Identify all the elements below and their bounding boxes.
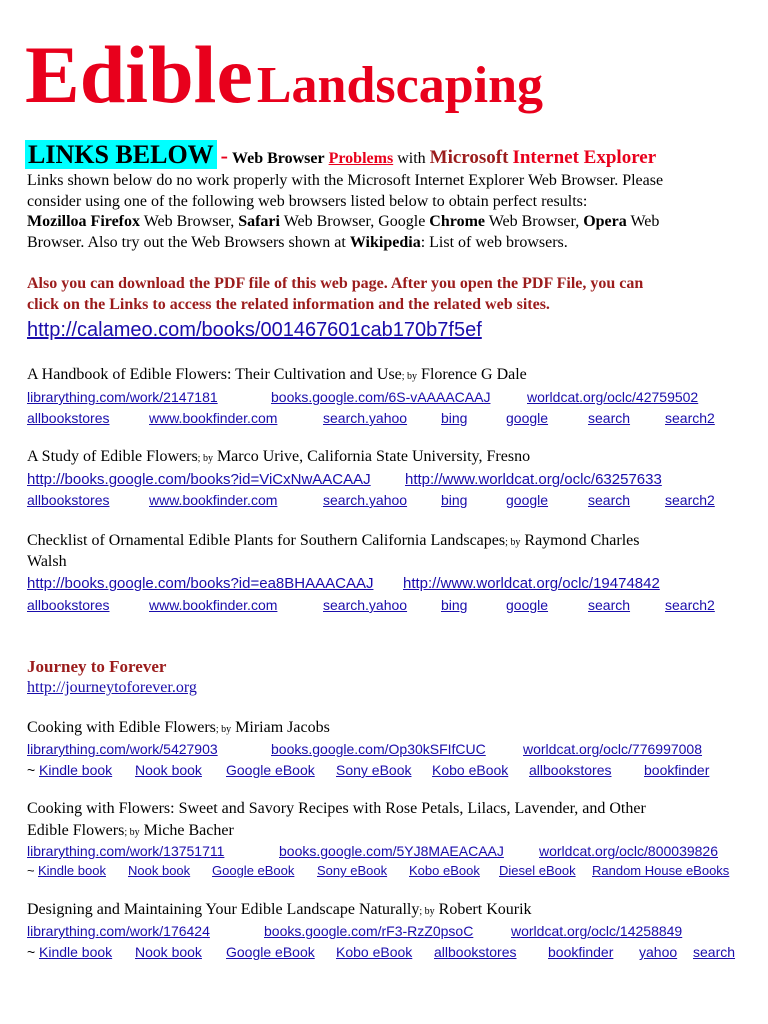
kobo-ebook-link[interactable]: Kobo eBook xyxy=(409,863,480,878)
kindle-link[interactable]: Kindle book xyxy=(38,863,106,878)
book-author: Miriam Jacobs xyxy=(231,719,330,736)
bookfinder-link[interactable]: www.bookfinder.com xyxy=(149,492,278,508)
worldcat-link[interactable]: http://www.worldcat.org/oclc/63257633 xyxy=(405,471,662,488)
calameo-link[interactable]: http://calameo.com/books/001467601cab170b7f5ef xyxy=(27,319,482,341)
cooking-title xyxy=(27,719,330,737)
nook-link[interactable]: Nook book xyxy=(128,863,191,878)
search-yahoo-link[interactable]: search.yahoo xyxy=(323,597,408,613)
search-link[interactable]: search xyxy=(588,492,631,508)
search-link[interactable]: search xyxy=(588,410,631,426)
microsoft-text: Microsoft xyxy=(429,147,509,168)
by-label: ; by xyxy=(215,724,232,735)
web-browser-text: Web Browser xyxy=(232,150,325,167)
google-books-link[interactable]: books.google.com/rF3-RzZ0psoC xyxy=(264,923,474,939)
l4-b: : List of web browsers. xyxy=(420,234,568,251)
designing-title xyxy=(27,901,532,919)
google-ebook-link[interactable]: Google eBook xyxy=(212,863,295,878)
bookfinder-link[interactable]: www.bookfinder.com xyxy=(149,410,278,426)
search-yahoo-link[interactable]: search.yahoo xyxy=(323,410,408,426)
notice-line-3 xyxy=(27,213,659,231)
allbookstores-link[interactable]: allbookstores xyxy=(27,492,110,508)
title-rest: Landscaping xyxy=(256,57,544,114)
by-label: ; by xyxy=(419,906,435,917)
random-house-ebooks-link[interactable]: Random House eBooks xyxy=(592,863,730,878)
book-author: Raymond Charles xyxy=(520,532,640,549)
tilde: ~ xyxy=(27,762,36,778)
notice-line-2: consider using one of the following web browsers listed below to obtain perfect results: xyxy=(27,193,588,210)
sony-ebook-link[interactable]: Sony eBook xyxy=(317,863,388,878)
notice-line-1: Links shown below do no work properly with the Microsoft Internet Explorer Web Browser. Please xyxy=(27,172,664,189)
librarything-link[interactable]: librarything.com/work/5427903 xyxy=(27,741,218,757)
book-author: Miche Bacher xyxy=(139,822,234,839)
worldcat-link[interactable]: worldcat.org/oclc/42759502 xyxy=(527,389,699,405)
l3-d: Web xyxy=(626,213,660,230)
cooking2-title-line2 xyxy=(27,822,234,840)
yahoo-link[interactable]: yahoo xyxy=(639,944,678,960)
chrome-text: Chrome xyxy=(429,213,485,230)
firefox-text: Mozilloa Firefox xyxy=(27,213,140,230)
book-title: A Handbook of Edible Flowers: Their Cultivation and Use xyxy=(27,366,402,383)
dash: - xyxy=(220,143,228,168)
notice-line-4 xyxy=(27,234,568,252)
l3-a: Web Browser, xyxy=(140,213,239,230)
by-label: ; by xyxy=(124,827,140,838)
book-title: A Study of Edible Flowers xyxy=(27,448,198,465)
search-link[interactable]: search xyxy=(693,944,736,960)
book-3-title xyxy=(27,532,639,550)
google-link[interactable]: google xyxy=(506,492,549,508)
kobo-ebook-link[interactable]: Kobo eBook xyxy=(336,944,413,960)
bing-link[interactable]: bing xyxy=(441,492,468,508)
book-1-title xyxy=(27,366,527,384)
allbookstores-link[interactable]: allbookstores xyxy=(434,944,517,960)
kindle-link[interactable]: Kindle book xyxy=(39,944,113,960)
book-3-author-cont: Walsh xyxy=(27,553,67,570)
google-books-link[interactable]: books.google.com/6S-vAAAACAAJ xyxy=(271,389,491,405)
book-title: Designing and Maintaining Your Edible Landscape Naturally xyxy=(27,901,420,918)
by-label: ; by xyxy=(401,371,418,382)
cooking2-title-line1: Cooking with Flowers: Sweet and Savory Recipes with Rose Petals, Lilacs, Lavender, and Other xyxy=(27,800,646,817)
book-author: Robert Kourik xyxy=(434,901,532,918)
sony-ebook-link[interactable]: Sony eBook xyxy=(336,762,412,778)
worldcat-link[interactable]: worldcat.org/oclc/800039826 xyxy=(539,843,719,859)
google-ebook-link[interactable]: Google eBook xyxy=(226,944,315,960)
search-yahoo-link[interactable]: search.yahoo xyxy=(323,492,408,508)
worldcat-link[interactable]: http://www.worldcat.org/oclc/19474842 xyxy=(403,575,660,592)
bookfinder-link[interactable]: bookfinder xyxy=(644,762,710,778)
ie-text: Internet Explorer xyxy=(512,147,657,168)
opera-text: Opera xyxy=(583,213,627,230)
links-below-line xyxy=(25,138,656,172)
bookfinder-link[interactable]: www.bookfinder.com xyxy=(149,597,278,613)
allbookstores-link[interactable]: allbookstores xyxy=(529,762,612,778)
book-title: Cooking with Edible Flowers xyxy=(27,719,216,736)
l3-b: Web Browser, Google xyxy=(279,213,430,230)
book-title-cont: Edible Flowers xyxy=(27,822,125,839)
book-title: Checklist of Ornamental Edible Plants for Southern California Landscapes xyxy=(27,532,506,549)
book-author: Marco Urive, California State University, Fresno xyxy=(212,448,531,465)
google-ebook-link[interactable]: Google eBook xyxy=(226,762,315,778)
nook-link[interactable]: Nook book xyxy=(135,944,202,960)
google-link[interactable]: google xyxy=(506,410,549,426)
bookfinder-link[interactable]: bookfinder xyxy=(548,944,614,960)
safari-text: Safari xyxy=(238,213,280,230)
pdf-line-2: click on the Links to access the related information and the related web sites. xyxy=(27,296,550,313)
journey-title: Journey to Forever xyxy=(27,657,167,676)
links-below-highlight: LINKS BELOW xyxy=(25,140,217,169)
librarything-link[interactable]: librarything.com/work/176424 xyxy=(27,923,210,939)
diesel-ebook-link[interactable]: Diesel eBook xyxy=(499,863,576,878)
allbookstores-link[interactable]: allbookstores xyxy=(27,597,110,613)
journey-link[interactable]: http://journeytoforever.org xyxy=(27,679,197,696)
worldcat-link[interactable]: worldcat.org/oclc/14258849 xyxy=(511,923,683,939)
search2-link[interactable]: search2 xyxy=(665,492,715,508)
allbookstores-link[interactable]: allbookstores xyxy=(27,410,110,426)
by-label: ; by xyxy=(505,537,521,548)
google-books-link[interactable]: http://books.google.com/books?id=ViCxNwAACAAJ xyxy=(27,471,371,488)
l4-a: Browser. Also try out the Web Browsers shown at xyxy=(27,234,350,251)
search2-link[interactable]: search2 xyxy=(665,597,715,613)
kindle-link[interactable]: Kindle book xyxy=(39,762,113,778)
bing-link[interactable]: bing xyxy=(441,597,468,613)
wikipedia-text: Wikipedia xyxy=(349,234,421,251)
bing-link[interactable]: bing xyxy=(441,410,468,426)
search-link[interactable]: search xyxy=(588,597,631,613)
worldcat-link[interactable]: worldcat.org/oclc/776997008 xyxy=(523,741,703,757)
librarything-link[interactable]: librarything.com/work/2147181 xyxy=(27,389,218,405)
search2-link[interactable]: search2 xyxy=(665,410,715,426)
google-books-link[interactable]: books.google.com/5YJ8MAEACAAJ xyxy=(279,843,504,859)
kobo-ebook-link[interactable]: Kobo eBook xyxy=(432,762,509,778)
l3-c: Web Browser, xyxy=(485,213,584,230)
pdf-line-1: Also you can download the PDF file of this web page. After you open the PDF File, you can xyxy=(27,275,644,292)
problems-link[interactable]: Problems xyxy=(328,150,394,167)
librarything-link[interactable]: librarything.com/work/13751711 xyxy=(27,843,225,859)
google-books-link[interactable]: http://books.google.com/books?id=ea8BHAAACAAJ xyxy=(27,575,374,592)
title-big: Edible xyxy=(25,29,253,120)
book-author: Florence G Dale xyxy=(417,366,527,383)
nook-link[interactable]: Nook book xyxy=(135,762,202,778)
google-link[interactable]: google xyxy=(506,597,549,613)
by-label: ; by xyxy=(197,453,213,464)
google-books-link[interactable]: books.google.com/Op30kSFIfCUC xyxy=(271,741,486,757)
page-title xyxy=(25,29,544,120)
tilde: ~ xyxy=(27,863,35,878)
tilde: ~ xyxy=(27,944,36,960)
with-text: with xyxy=(397,150,426,167)
book-2-title xyxy=(27,448,530,466)
